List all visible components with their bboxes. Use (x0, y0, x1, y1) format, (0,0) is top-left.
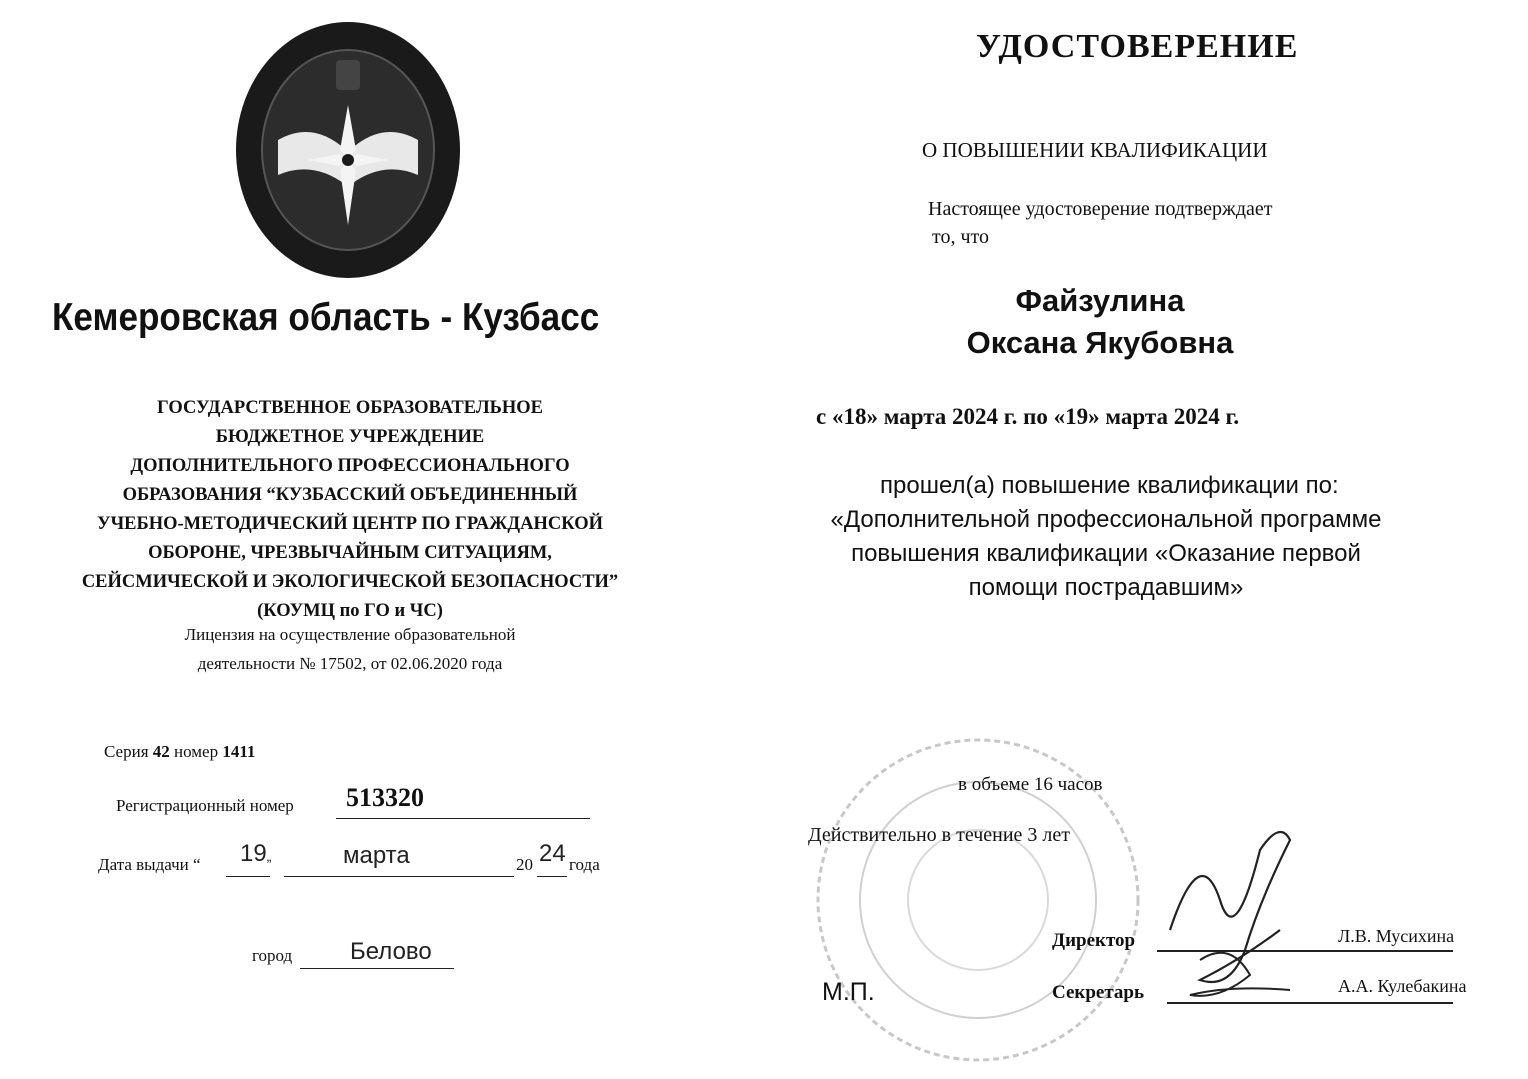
org-line: ОБОРОНЕ, ЧРЕЗВЫЧАЙНЫМ СИТУАЦИЯМ, (148, 543, 552, 563)
year-word: года (569, 855, 600, 874)
issue-day-value: 19„ (240, 840, 272, 867)
org-line: ДОПОЛНИТЕЛЬНОГО ПРОФЕССИОНАЛЬНОГО (130, 456, 570, 476)
org-line: СЕЙСМИЧЕСКОЙ И ЭКОЛОГИЧЕСКОЙ БЕЗОПАСНОСТИ” (81, 572, 619, 592)
number-label: номер (174, 742, 219, 761)
year-prefix: 20 (516, 855, 533, 874)
license-line: Лицензия на осуществление образовательной (184, 625, 516, 644)
confirm-text: Настоящее удостоверение подтверждает (928, 198, 1273, 220)
org-line: УЧЕБНО-МЕТОДИЧЕСКИЙ ЦЕНТР ПО ГРАЖДАНСКОЙ (97, 514, 603, 534)
secretary-name: А.А. Кулебакина (1338, 976, 1467, 996)
region-title: Кемеровская область - Кузбасс (52, 296, 600, 339)
license-line: деятельности № 17502, от 02.06.2020 года (197, 654, 503, 673)
program-line: «Дополнительной профессиональной программе (830, 506, 1382, 533)
org-line: (КОУМЦ по ГО и ЧС) (257, 601, 443, 621)
regnum-value: 513320 (346, 783, 424, 812)
organization-name (40, 394, 660, 626)
program-line: повышения квалификации «Оказание первой (851, 540, 1361, 567)
secretary-signature-line (1167, 1002, 1453, 1004)
director-label: Директор (1052, 930, 1136, 951)
course-volume: в объеме 16 часов (958, 774, 1103, 795)
training-period: с «18» марта 2024 г. по «19» марта 2024 г. (816, 404, 1240, 429)
program-line: помощи пострадавшим» (968, 574, 1244, 601)
program-name (776, 503, 1436, 605)
issue-month-value: марта (343, 842, 410, 869)
director-name: Л.В. Мусихина (1338, 926, 1455, 946)
issue-year-value: 24 (539, 840, 566, 867)
document-title: УДОСТОВЕРЕНИЕ (976, 28, 1299, 65)
license-info (60, 620, 640, 678)
org-line: ГОСУДАРСТВЕННОЕ ОБРАЗОВАТЕЛЬНОЕ (157, 398, 543, 418)
org-line: БЮДЖЕТНОЕ УЧРЕЖДЕНИЕ (215, 427, 485, 447)
validity-period: Действительно в течение 3 лет (808, 824, 1071, 846)
stamp-place-label: М.П. (822, 978, 875, 1006)
holder-surname: Файзулина (1015, 283, 1185, 318)
secretary-label: Секретарь (1052, 982, 1145, 1003)
document-subtitle: О ПОВЫШЕНИИ КВАЛИФИКАЦИИ (922, 138, 1268, 162)
regnum-label: Регистрационный номер (116, 796, 294, 815)
holder-given-names: Оксана Якубовна (966, 325, 1234, 360)
confirm-text: то, что (932, 226, 990, 248)
series-value: 42 (152, 742, 170, 761)
issue-date-label: Дата выдачи “ (98, 855, 201, 874)
book-compass-emblem-icon (228, 10, 468, 280)
org-line: ОБРАЗОВАНИЯ “КУЗБАССКИЙ ОБЪЕДИНЕННЫЙ (122, 485, 578, 505)
passed-text: прошел(а) повышение квалификации по: (880, 472, 1339, 499)
holder-name (900, 280, 1300, 364)
series-label: Серия (104, 742, 149, 761)
director-signature-line (1157, 950, 1453, 952)
emblem-logo (228, 10, 468, 280)
handwritten-signature (1140, 810, 1340, 1010)
city-value: Белово (350, 938, 432, 965)
number-value: 1411 (222, 742, 256, 761)
city-label: город (252, 946, 293, 965)
series-number-line (104, 742, 255, 762)
